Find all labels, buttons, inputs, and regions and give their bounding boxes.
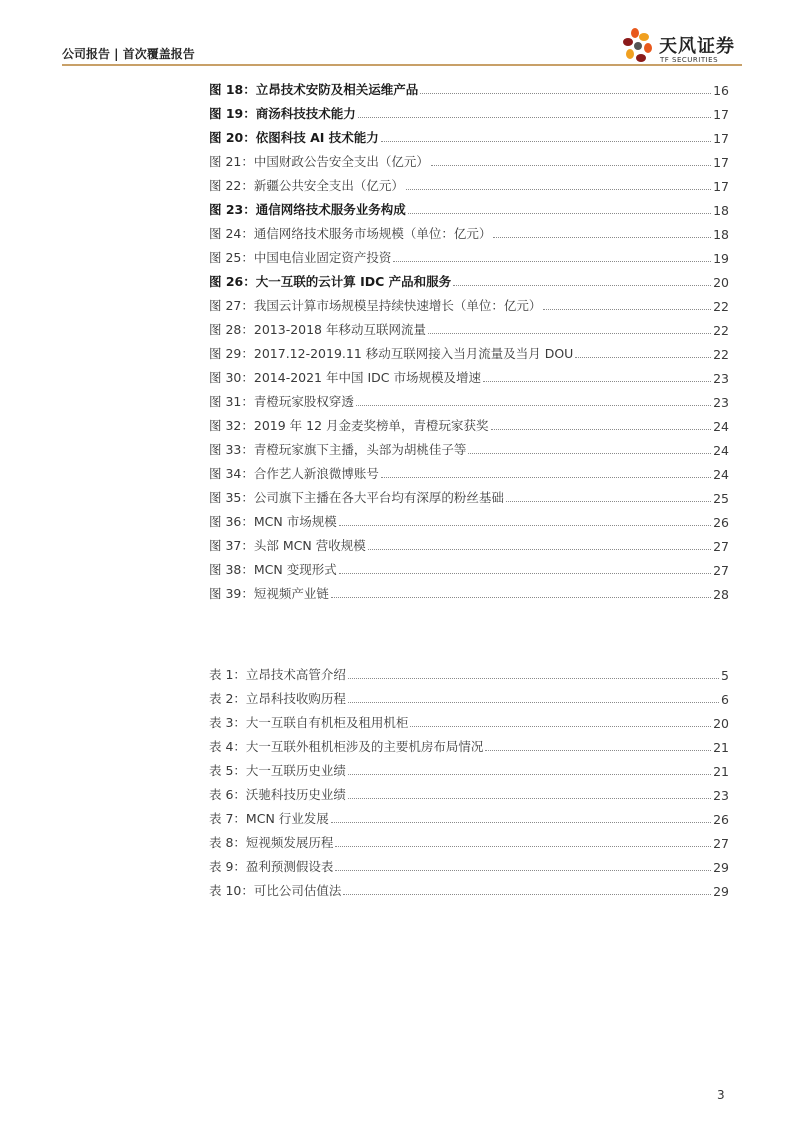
- table-entry-page: 23: [713, 788, 729, 803]
- table-entry[interactable]: [209, 731, 729, 755]
- figure-entry[interactable]: [209, 530, 729, 554]
- dot-leader: [393, 260, 711, 262]
- dot-leader: [331, 596, 711, 598]
- figure-entry-page: 17: [713, 131, 729, 146]
- figure-entry-label: 图 20：依图科技 AI 技术能力: [209, 130, 379, 145]
- table-entry-page: 29: [713, 860, 729, 875]
- figure-entry[interactable]: [209, 506, 729, 530]
- figure-entry-page: 25: [713, 491, 729, 506]
- figure-entry-page: 23: [713, 371, 729, 386]
- dot-leader: [485, 749, 711, 751]
- figure-entry-page: 24: [713, 467, 729, 482]
- dot-leader: [335, 869, 711, 871]
- table-entry[interactable]: [209, 683, 729, 707]
- figure-entry[interactable]: [209, 578, 729, 602]
- figure-entry-page: 18: [713, 203, 729, 218]
- dot-leader: [331, 821, 711, 823]
- figure-entry-label: 图 37：头部 MCN 营收规模: [209, 538, 366, 553]
- table-entry[interactable]: [209, 755, 729, 779]
- figure-entry-page: 18: [713, 227, 729, 242]
- table-entry[interactable]: [209, 875, 729, 899]
- figure-entry[interactable]: [209, 266, 729, 290]
- figure-entry-label: 图 29：2017.12-2019.11 移动互联网接入当月流量及当月 DOU: [209, 346, 574, 361]
- dot-leader: [356, 404, 711, 406]
- table-entry[interactable]: [209, 851, 729, 875]
- figure-entry-label: 图 28：2013-2018 年移动互联网流量: [209, 322, 426, 337]
- dot-leader: [348, 797, 711, 799]
- figure-entry-label: 图 24：通信网络技术服务市场规模（单位：亿元）: [209, 226, 492, 241]
- table-entry[interactable]: [209, 803, 729, 827]
- table-entry-label: 表 8：短视频发展历程: [209, 835, 334, 850]
- dot-leader: [575, 356, 711, 358]
- table-entry-page: 29: [713, 884, 729, 899]
- table-entry-page: 6: [721, 692, 729, 707]
- figure-entry[interactable]: [209, 410, 729, 434]
- figure-entry-page: 28: [713, 587, 729, 602]
- dot-leader: [339, 524, 711, 526]
- dot-leader: [348, 773, 711, 775]
- dot-leader: [428, 332, 711, 334]
- figure-entry[interactable]: [209, 386, 729, 410]
- table-entry-page: 27: [713, 836, 729, 851]
- dot-leader: [381, 476, 711, 478]
- figure-entry-page: 17: [713, 107, 729, 122]
- table-entry-label: 表 4：大一互联外租机柜涉及的主要机房布局情况: [209, 739, 484, 754]
- figure-entry-label: 图 30：2014-2021 年中国 IDC 市场规模及增速: [209, 370, 481, 385]
- figure-entry-label: 图 35：公司旗下主播在各大平台均有深厚的粉丝基础: [209, 490, 504, 505]
- figure-entry[interactable]: [209, 362, 729, 386]
- figure-index: [209, 74, 729, 602]
- figure-entry-label: 图 34：合作艺人新浪微博账号: [209, 466, 379, 481]
- logo-subtitle: TF SECURITIES: [660, 56, 719, 64]
- figure-entry[interactable]: [209, 482, 729, 506]
- figure-entry-label: 图 36：MCN 市场规模: [209, 514, 337, 529]
- logo-text: 天风证券: [659, 36, 735, 57]
- table-entry[interactable]: [209, 707, 729, 731]
- figure-entry-page: 26: [713, 515, 729, 530]
- figure-entry[interactable]: [209, 122, 729, 146]
- table-entry[interactable]: [209, 659, 729, 683]
- dot-leader: [348, 701, 719, 703]
- figure-entry-page: 22: [713, 299, 729, 314]
- figure-entry[interactable]: [209, 194, 729, 218]
- figure-entry[interactable]: [209, 146, 729, 170]
- table-entry-label: 表 9：盈利预测假设表: [209, 859, 334, 874]
- figure-entry[interactable]: [209, 218, 729, 242]
- figure-entry[interactable]: [209, 458, 729, 482]
- figure-entry[interactable]: [209, 338, 729, 362]
- figure-entry-label: 图 38：MCN 变现形式: [209, 562, 337, 577]
- table-entry-label: 表 3：大一互联自有机柜及租用机柜: [209, 715, 409, 730]
- report-type-header: 公司报告 | 首次覆盖报告: [62, 47, 195, 61]
- table-entry-label: 表 10：可比公司估值法: [209, 883, 342, 898]
- figure-entry-page: 27: [713, 539, 729, 554]
- table-entry-label: 表 5：大一互联历史业绩: [209, 763, 346, 778]
- table-entry-page: 5: [721, 668, 729, 683]
- dot-leader: [335, 845, 711, 847]
- dot-leader: [420, 92, 711, 94]
- figure-entry[interactable]: [209, 170, 729, 194]
- table-entry-page: 21: [713, 764, 729, 779]
- table-entry-label: 表 6：沃驰科技历史业绩: [209, 787, 346, 802]
- dot-leader: [543, 308, 711, 310]
- table-entry-page: 21: [713, 740, 729, 755]
- figure-entry[interactable]: [209, 314, 729, 338]
- dot-leader: [358, 116, 711, 118]
- figure-entry[interactable]: [209, 74, 729, 98]
- company-logo: [622, 26, 762, 70]
- figure-entry-label: 图 19：商汤科技技术能力: [209, 106, 356, 121]
- figure-entry-page: 27: [713, 563, 729, 578]
- figure-entry[interactable]: [209, 554, 729, 578]
- figure-entry-label: 图 18：立昂技术安防及相关运维产品: [209, 82, 419, 97]
- table-entry-label: 表 2：立昂科技收购历程: [209, 691, 346, 706]
- dot-leader: [343, 893, 711, 895]
- figure-entry-label: 图 33：青橙玩家旗下主播，头部为胡桃佳子等: [209, 442, 467, 457]
- figure-entry[interactable]: [209, 434, 729, 458]
- figure-entry-page: 23: [713, 395, 729, 410]
- table-entry-label: 表 1：立昂技术高管介绍: [209, 667, 346, 682]
- figure-entry-label: 图 25：中国电信业固定资产投资: [209, 250, 392, 265]
- table-entry-page: 20: [713, 716, 729, 731]
- figure-entry-label: 图 23：通信网络技术服务业务构成: [209, 202, 406, 217]
- figure-entry-page: 22: [713, 323, 729, 338]
- dot-leader: [406, 188, 711, 190]
- dot-leader: [381, 140, 711, 142]
- figure-entry-label: 图 22：新疆公共安全支出（亿元）: [209, 178, 404, 193]
- figure-entry-label: 图 32：2019 年 12 月金麦奖榜单，青橙玩家获奖: [209, 418, 489, 433]
- figure-entry-label: 图 31：青橙玩家股权穿透: [209, 394, 354, 409]
- flower-logo-icon: [622, 26, 656, 70]
- figure-entry[interactable]: [209, 242, 729, 266]
- figure-entry-label: 图 27：我国云计算市场规模呈持续快速增长（单位：亿元）: [209, 298, 542, 313]
- dot-leader: [453, 284, 711, 286]
- dot-leader: [468, 452, 711, 454]
- dot-leader: [348, 677, 719, 679]
- figure-entry-label: 图 21：中国财政公告安全支出（亿元）: [209, 154, 429, 169]
- table-index: [209, 659, 729, 899]
- figure-entry[interactable]: [209, 290, 729, 314]
- figure-entry-page: 17: [713, 179, 729, 194]
- dot-leader: [493, 236, 711, 238]
- dot-leader: [408, 212, 711, 214]
- table-entry[interactable]: [209, 827, 729, 851]
- dot-leader: [368, 548, 711, 550]
- figure-entry-page: 24: [713, 443, 729, 458]
- figure-entry-label: 图 39：短视频产业链: [209, 586, 329, 601]
- figure-entry-label: 图 26：大一互联的云计算 IDC 产品和服务: [209, 274, 452, 289]
- dot-leader: [506, 500, 711, 502]
- figure-entry-page: 19: [713, 251, 729, 266]
- page-number: 3: [717, 1088, 725, 1102]
- dot-leader: [410, 725, 711, 727]
- dot-leader: [483, 380, 711, 382]
- dot-leader: [431, 164, 711, 166]
- figure-entry[interactable]: [209, 98, 729, 122]
- dot-leader: [491, 428, 712, 430]
- figure-entry-page: 16: [713, 83, 729, 98]
- table-entry-page: 26: [713, 812, 729, 827]
- figure-entry-page: 24: [713, 419, 729, 434]
- dot-leader: [339, 572, 711, 574]
- figure-entry-page: 17: [713, 155, 729, 170]
- figure-entry-page: 22: [713, 347, 729, 362]
- figure-entry-page: 20: [713, 275, 729, 290]
- table-entry-label: 表 7：MCN 行业发展: [209, 811, 329, 826]
- table-entry[interactable]: [209, 779, 729, 803]
